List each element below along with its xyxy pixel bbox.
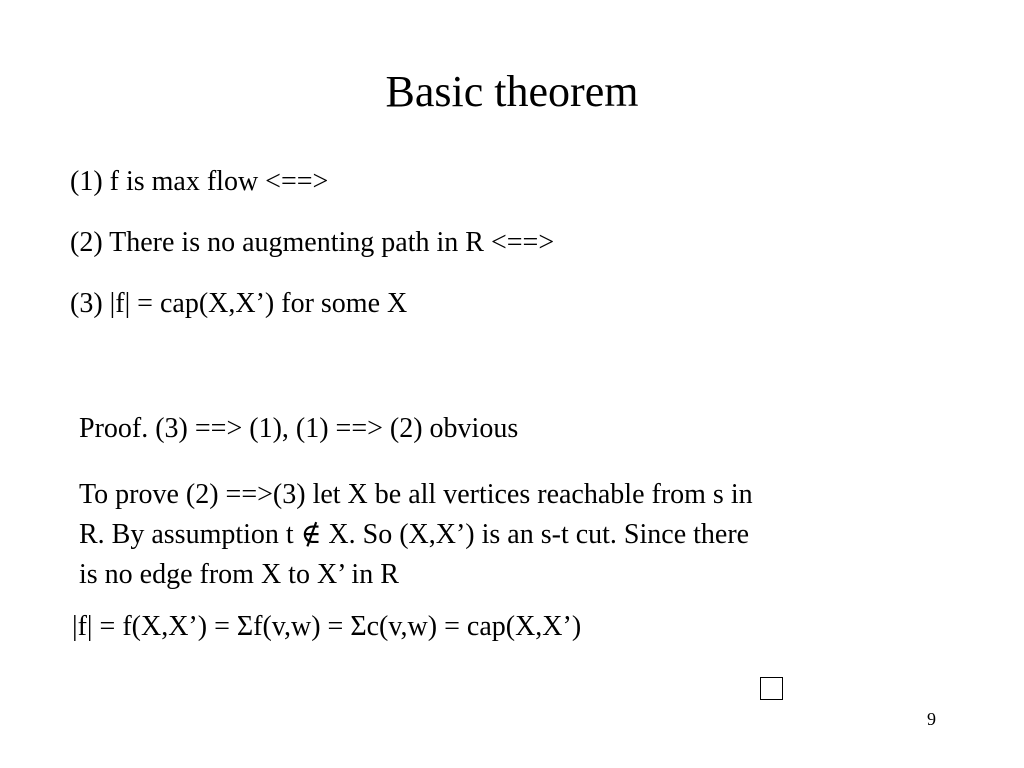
statement-1: (1) f is max flow <==> <box>70 166 329 197</box>
proof-paragraph-line: R. By assumption t ∉ X. So (X,X’) is an s-t cut. Since there <box>79 519 750 550</box>
page-number: 9 <box>927 709 936 729</box>
statement-2: (2) There is no augmenting path in R <==> <box>70 227 555 258</box>
statement-3: (3) |f| = cap(X,X’) for some X <box>70 288 408 319</box>
qed-square-icon <box>760 677 783 700</box>
slide-title: Basic theorem <box>385 67 639 116</box>
proof-paragraph-line: is no edge from X to X’ in R <box>79 559 399 590</box>
proof-first-line: Proof. (3) ==> (1), (1) ==> (2) obvious <box>79 413 519 444</box>
proof-equation: |f| = f(X,X’) = Σf(v,w) = Σc(v,w) = cap(X,X’) <box>72 611 582 642</box>
proof-paragraph-line: To prove (2) ==>(3) let X be all vertices reachable from s in <box>79 479 753 510</box>
proof-paragraph <box>79 475 919 595</box>
